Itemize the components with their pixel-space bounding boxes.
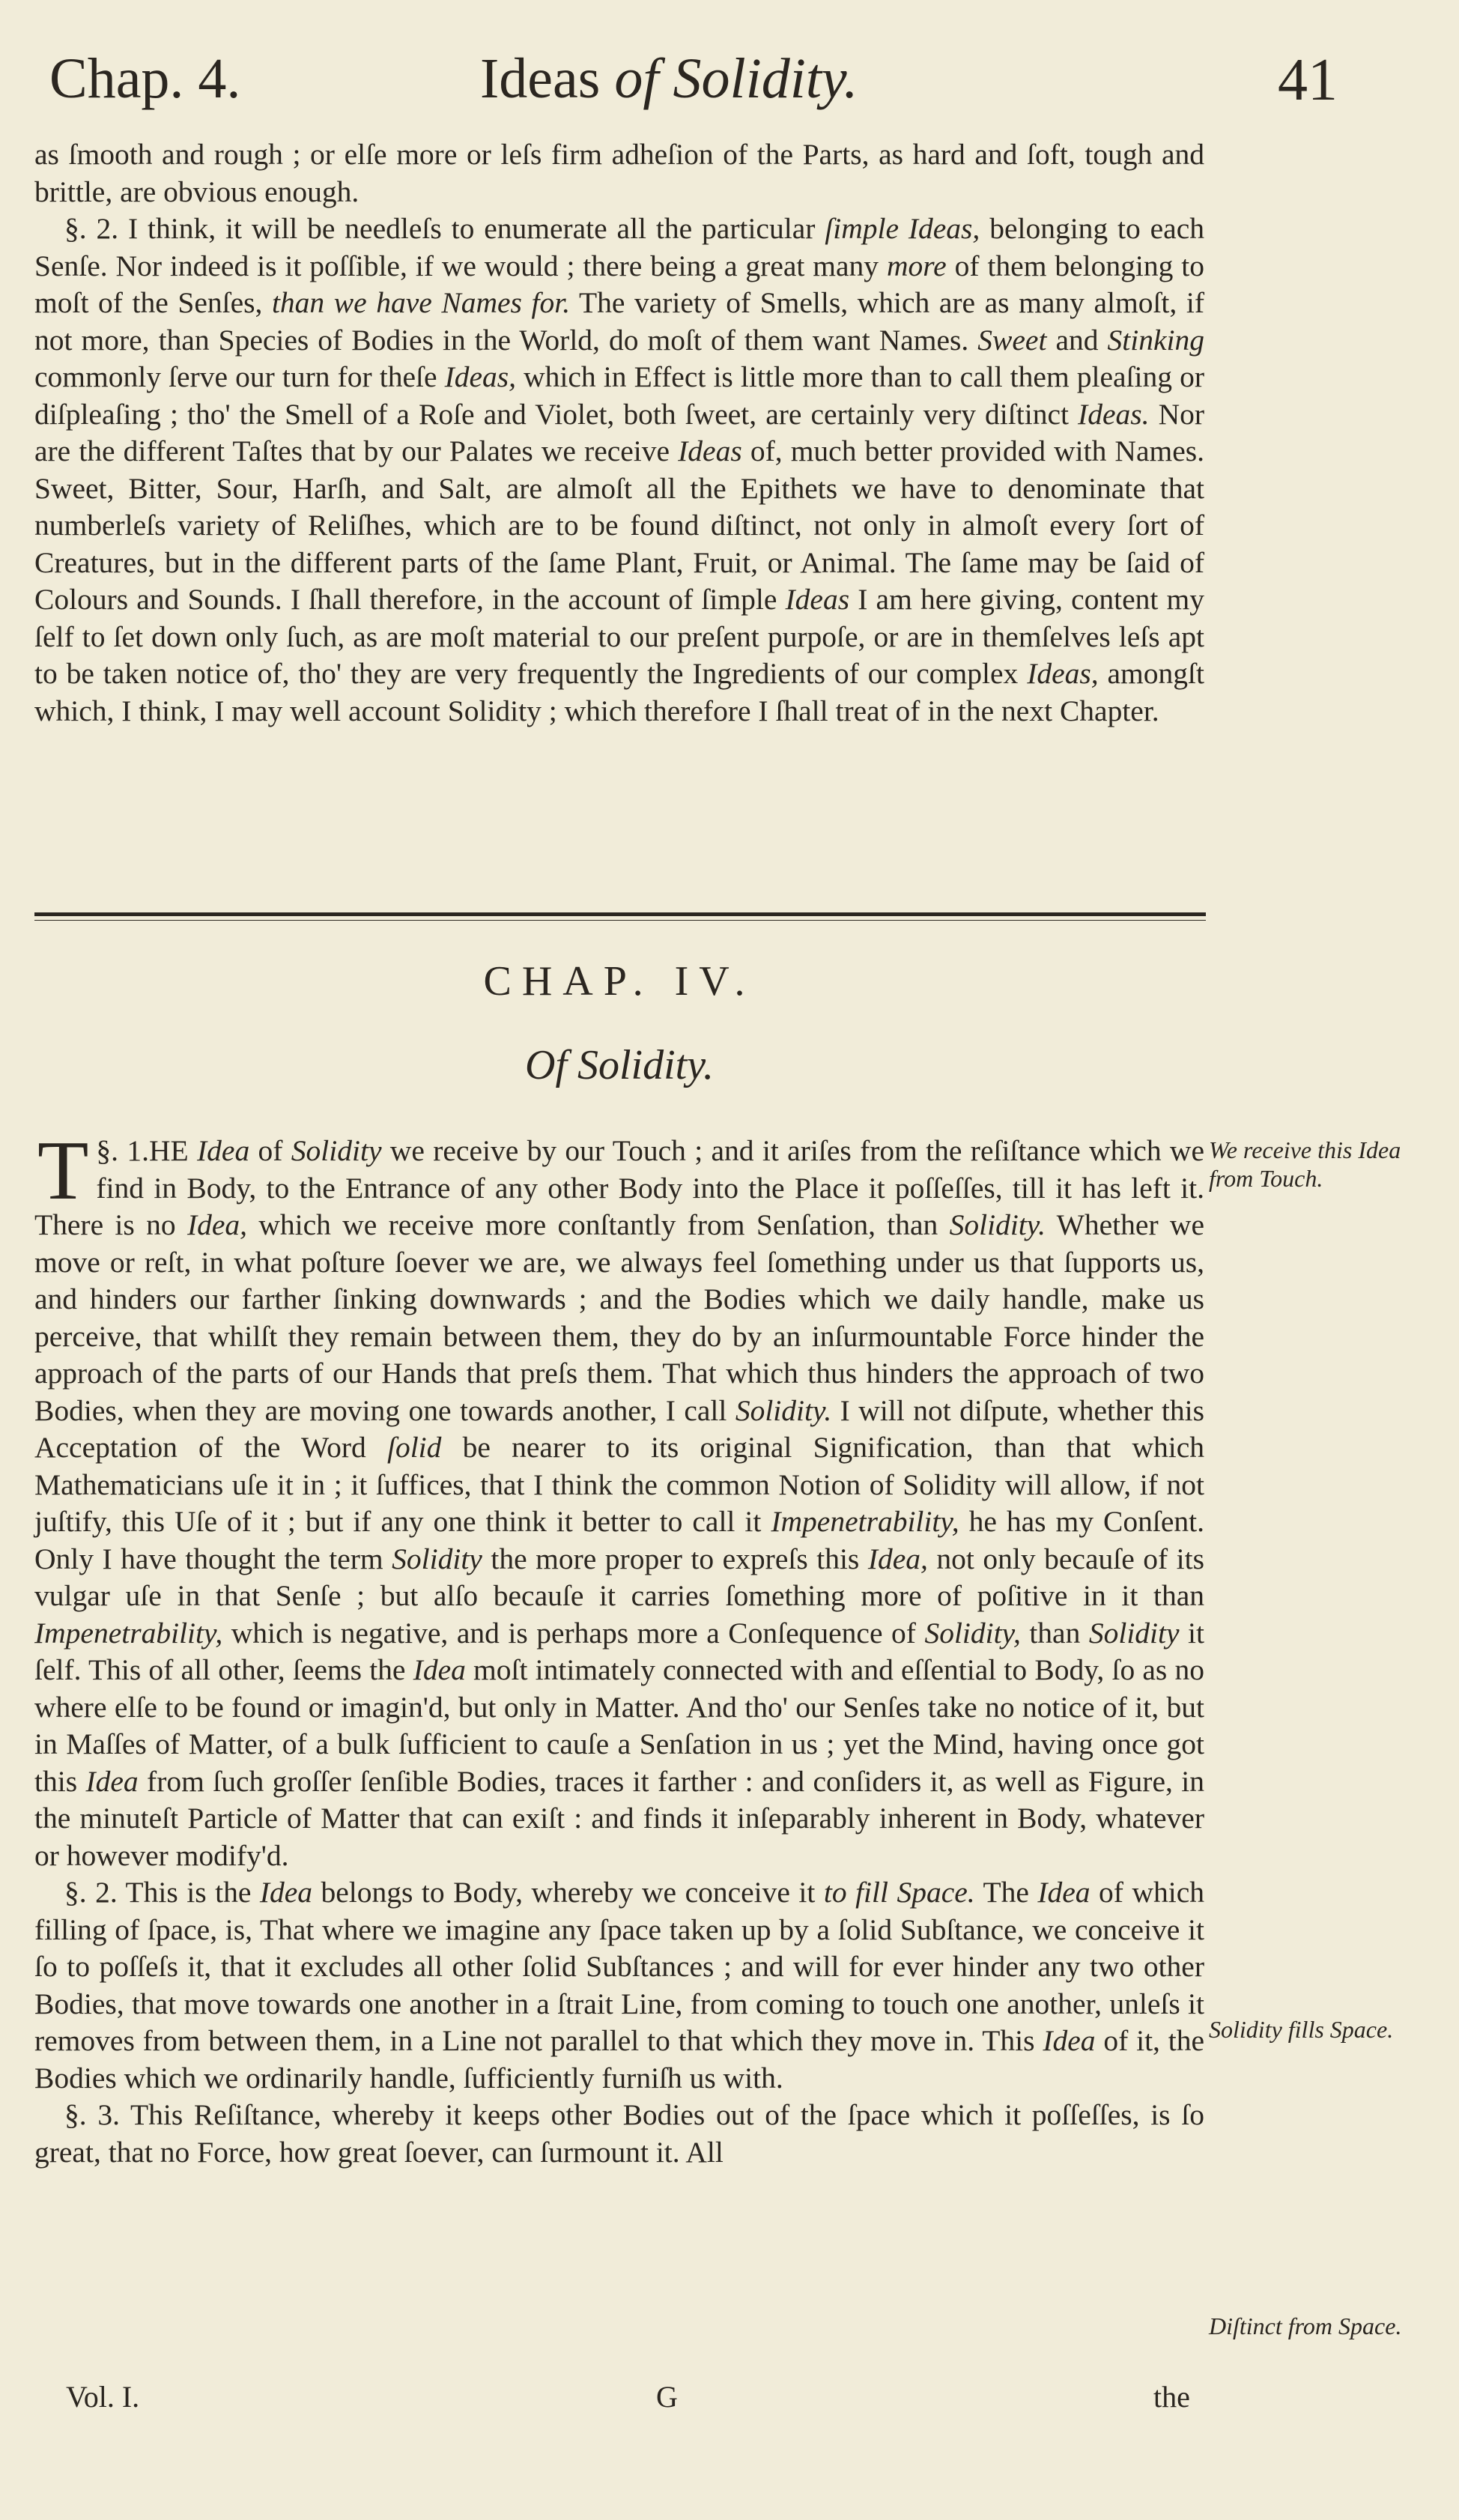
paragraph: as ſmooth and rough ; or elſe more or leſs firm adheſion of the Parts, as hard and ſoft, tough and brittle, are obvious enough. bbox=[34, 138, 1204, 208]
text: than bbox=[1020, 1616, 1089, 1650]
text-italic: Ideas bbox=[785, 583, 850, 616]
text: moſt intimately connected with and eſſential to Body, ſo as no where elſe to be found or imagin'd, but only in Matter. And tho' our Senſes take no notice of it, but in Maſſes of Matter, of a bulk ſufficient to cauſe a Senſation in us ; yet the Mind, having once got this bbox=[34, 1653, 1205, 1798]
paragraph-section-2 bbox=[34, 210, 1204, 730]
text-italic: Idea bbox=[85, 1764, 139, 1798]
text: and bbox=[1046, 323, 1108, 357]
title-plain: Ideas bbox=[480, 47, 615, 110]
text: be nearer to its original Signification, than that which Mathematicians uſe it in ; it ſuffices, that I think the common Notion of Solidity will allow, if not juſtify, this Uſe of it ; but if any one think it better to call it bbox=[34, 1431, 1205, 1538]
text-italic: Solidity bbox=[291, 1134, 382, 1167]
text: §. 2. This is the bbox=[64, 1876, 260, 1909]
text: belonging to each Senſe. Nor indeed is it poſſible, if we would ; there being a great many bbox=[34, 212, 1204, 282]
text-italic: Solidity, bbox=[924, 1616, 1021, 1650]
page-number: 41 bbox=[1278, 47, 1338, 113]
text: which is negative, and is perhaps more a Conſequence of bbox=[222, 1616, 925, 1650]
section-number: §. 1. bbox=[96, 1134, 150, 1167]
text: which in Effect is little more than to call them pleaſing or diſpleaſing ; tho' the Smell of a Roſe and Violet, both ſweet, are certainly very diſtinct bbox=[34, 360, 1205, 431]
text: from ſuch groſſer ſenſible Bodies, traces it farther : and conſiders it, as well as Figure, in the minuteſt Particle of Matter that can exiſt : and finds it inſeparably inherent in Body, whatever or however modify'd. bbox=[34, 1764, 1204, 1872]
text: not only becauſe of its vulgar uſe in that Senſe ; but alſo becauſe it carries ſomething more of poſitive in it than bbox=[34, 1542, 1204, 1612]
text: I am here giving, content my ſelf to ſet down only ſuch, as are moſt material to our preſent purpoſe, or are in themſelves leſs apt to be taken notice of, tho' they are very frequently the Ingredients of our complex bbox=[34, 583, 1204, 690]
text-italic: Idea, bbox=[867, 1542, 928, 1575]
paragraph-section-2 bbox=[34, 1874, 1204, 2097]
text-italic: Solidity. bbox=[949, 1208, 1046, 1241]
text-italic: more bbox=[886, 249, 947, 282]
text-italic: Solidity bbox=[1088, 1616, 1180, 1650]
text: the more proper to expreſs this bbox=[482, 1542, 868, 1575]
text-italic: Idea bbox=[259, 1876, 313, 1909]
margin-note-fills-space: Solidity fills Space. bbox=[1209, 2016, 1394, 2043]
margin-note-touch: We receive this Idea from Touch. bbox=[1209, 1136, 1401, 1192]
text-italic: Idea bbox=[1043, 2024, 1096, 2057]
text-italic: Ideas, bbox=[444, 360, 517, 393]
text-italic: Idea, bbox=[186, 1208, 248, 1241]
text-italic: Idea bbox=[413, 1653, 466, 1686]
section-rule bbox=[34, 912, 1206, 916]
text: of bbox=[249, 1134, 291, 1167]
text: Nor are the different Taſtes that by our Palates we receive bbox=[34, 397, 1205, 467]
text-italic: Impenetrability, bbox=[771, 1505, 959, 1538]
text: of it, the Bodies which we ordinarily handle, ſufficiently furniſh us with. bbox=[34, 2024, 1205, 2095]
text: §. 2. I think, it will be needleſs to enumerate all the particular bbox=[64, 212, 825, 245]
text-italic: Sweet bbox=[977, 323, 1047, 357]
running-header bbox=[49, 46, 1338, 121]
title-italic: of Solidity. bbox=[614, 47, 858, 110]
text-italic: Solidity. bbox=[735, 1393, 832, 1427]
text-italic: Idea bbox=[1037, 1876, 1091, 1909]
text: of them belonging to moſt of the Senſes, bbox=[34, 249, 1204, 319]
text: HE bbox=[149, 1134, 198, 1167]
text: of which filling of ſpace, is, That where we imagine any ſpace taken up by a ſolid Subſtance, we conceive it ſo to poſſeſs it, that it excludes all other ſolid Subſtances ; and will for ever hinder any two other Bodies, that move towards one another in a ſtrait Line, from coming to touch one another, unleſs it removes from between them, in a Line not parallel to that which they move in. This bbox=[34, 1876, 1204, 2057]
signature-mark: G bbox=[656, 2380, 678, 2414]
text-italic: Stinking bbox=[1107, 323, 1204, 357]
previous-chapter-text bbox=[34, 136, 1204, 730]
text-italic: ſolid bbox=[386, 1431, 442, 1464]
text: which we receive more conſtantly from Senſation, than bbox=[247, 1208, 950, 1241]
paragraph-section-1 bbox=[34, 1124, 1205, 1874]
text-italic: Ideas bbox=[678, 434, 742, 467]
text-italic: to fill Space. bbox=[823, 1876, 975, 1909]
chapter-body bbox=[34, 1124, 1205, 2171]
chapter-label: Chap. 4. bbox=[49, 47, 241, 110]
text: I will not diſpute, whether this Acceptation of the Word bbox=[34, 1393, 1204, 1464]
catchword: the bbox=[1153, 2380, 1190, 2414]
text: amongſt which, I think, I may well account Solidity ; which therefore I ſhall treat of in the next Chapter. bbox=[34, 657, 1204, 727]
paragraph-section-3: §. 3. This Reſiſtance, whereby it keeps other Bodies out of the ſpace which it poſſeſſes, is ſo great, that no Force, how great ſoever, can ſurmount it. All bbox=[34, 2098, 1204, 2169]
text: we receive by our Touch ; and it ariſes from the reſiſtance which we find in Body, to the Entrance of any other Body into the Place it poſſeſſes, till it has left it. There is no bbox=[34, 1134, 1204, 1241]
text: it ſelf. This of all other, ſeems the bbox=[34, 1616, 1205, 1686]
text: of, much better provided with Names. Sweet, Bitter, Sour, Harſh, and Salt, are almoſt all the Epithets we have to denominate that numberleſs variety of Reliſhes, which are to be found diſtinct, not only in almoſt every ſort of Creatures, but in the different parts of the ſame Plant, Fruit, or Animal. The ſame may be ſaid of Colours and Sounds. I ſhall therefore, in the account of ſimple bbox=[34, 434, 1204, 616]
margin-note-distinct: Diſtinct from Space. bbox=[1209, 2312, 1402, 2339]
running-title bbox=[480, 46, 858, 112]
text: belongs to Body, whereby we conceive it bbox=[312, 1876, 824, 1909]
text-italic: Solidity bbox=[392, 1542, 482, 1575]
text: The bbox=[974, 1876, 1038, 1909]
text-italic: than we have Names for. bbox=[271, 286, 571, 319]
text: Whether we move or reſt, in what poſture ſoever we are, we always feel ſomething under us that ſupports us, and hinders our farther ſinking downwards ; and the Bodies which we daily handle, make us perceive, that whilſt they remain between them, they do by an inſurmountable Force hinder the approach of the parts of our Hands that preſs them. That which thus hinders the approach of two Bodies, when they are moving one towards another, I call bbox=[34, 1208, 1204, 1427]
chapter-heading: CHAP. IV. bbox=[483, 958, 756, 1005]
text-italic: Impenetrability, bbox=[34, 1616, 223, 1650]
volume-label: Vol. I. bbox=[66, 2380, 140, 2414]
section-rule-thin bbox=[34, 920, 1206, 921]
text-italic: Idea bbox=[197, 1134, 250, 1167]
chapter-subtitle: Of Solidity. bbox=[525, 1042, 714, 1088]
text-italic: Ideas. bbox=[1078, 397, 1150, 431]
drop-cap: T bbox=[37, 1124, 89, 1217]
text-italic: ſimple Ideas, bbox=[825, 212, 980, 245]
text-italic: Ideas, bbox=[1027, 657, 1099, 690]
text: he has my Conſent. Only I have thought the term bbox=[34, 1505, 1204, 1575]
text: The variety of Smells, which are as many almoſt, if not more, than Species of Bodies in the World, do moſt of them want Names. bbox=[34, 286, 1204, 357]
text: commonly ſerve our turn for theſe bbox=[34, 360, 445, 393]
